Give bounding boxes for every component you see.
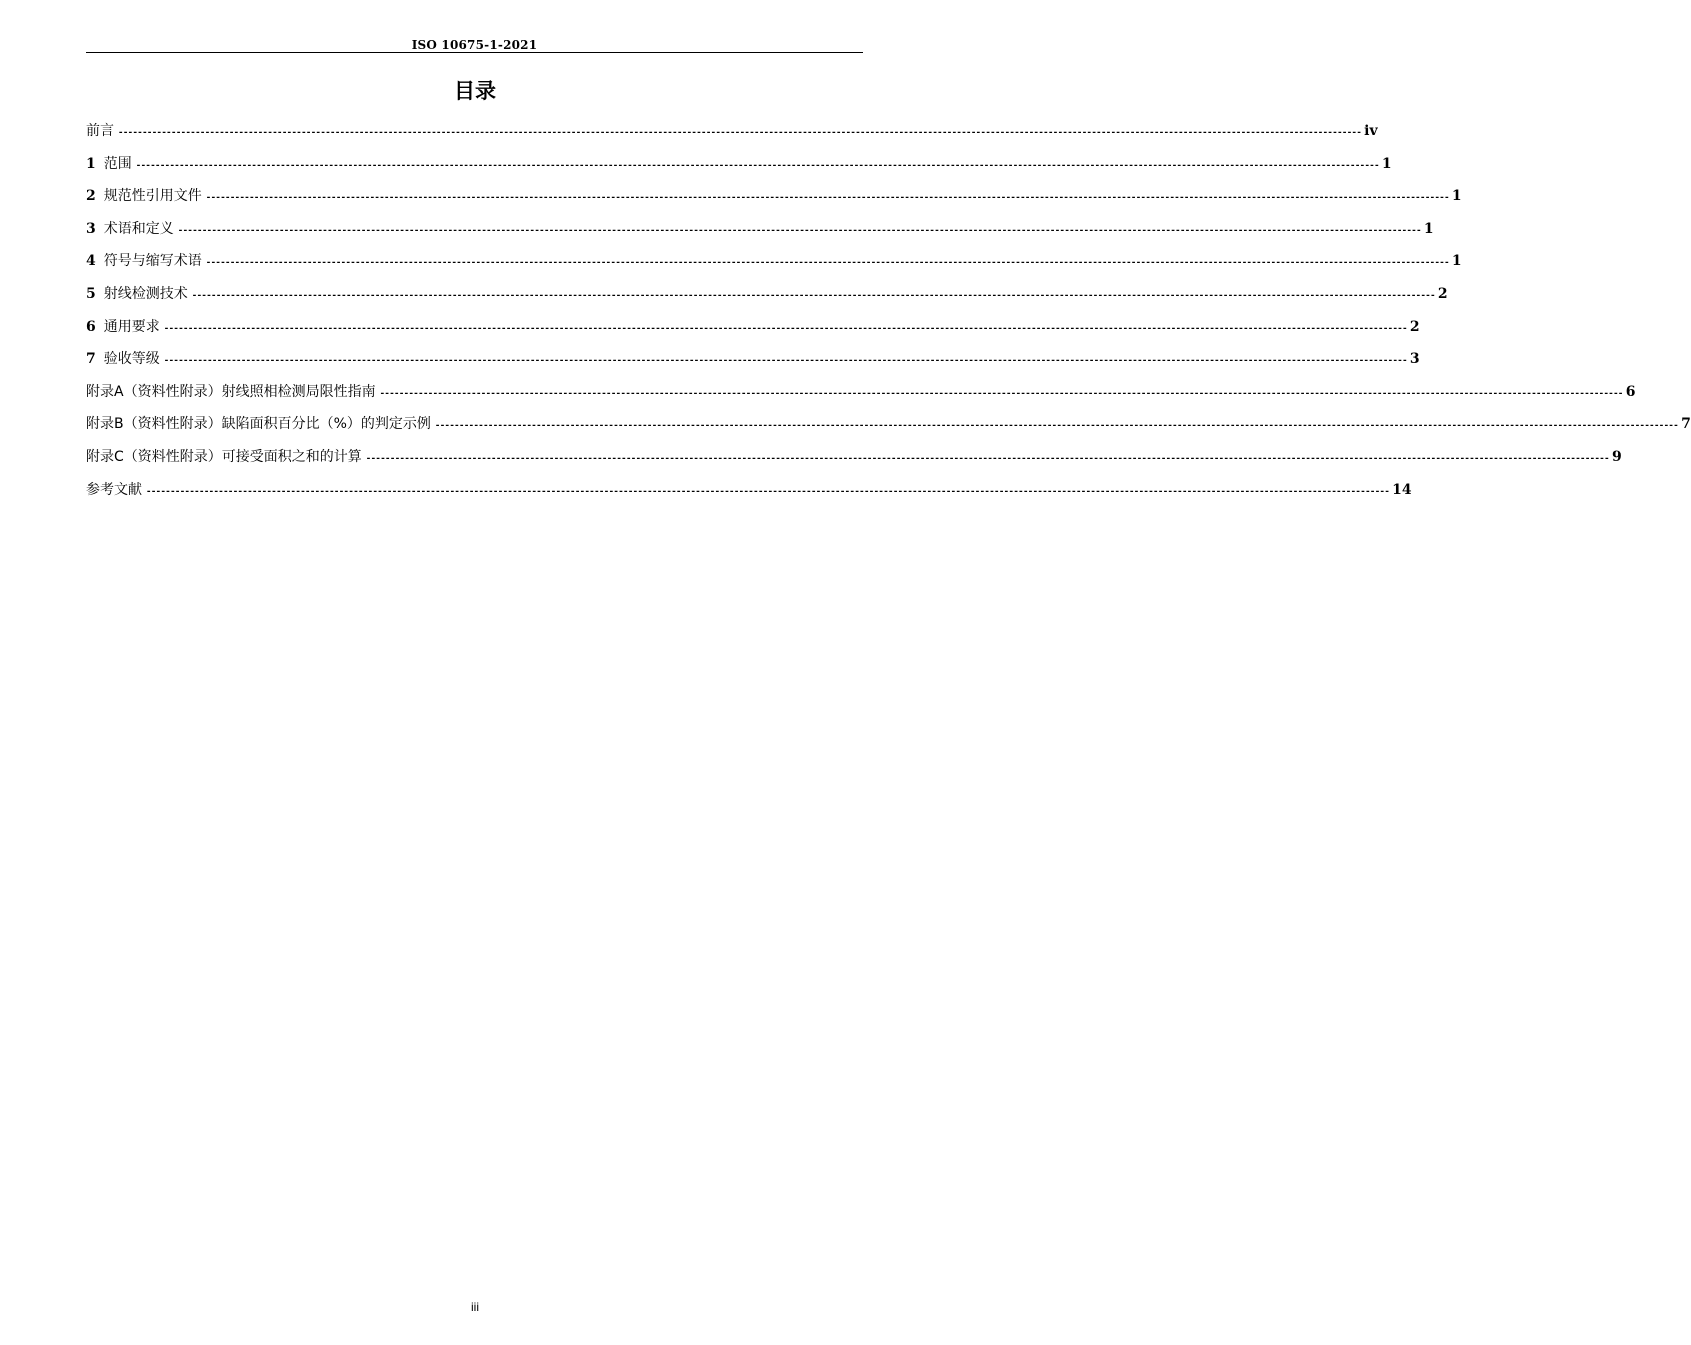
- page-header: [86, 34, 863, 53]
- toc-entry-title: 通用要求: [103, 318, 160, 335]
- toc-entry-title: 附录A（资料性附录）射线照相检测局限性指南: [86, 383, 376, 400]
- toc-title: 目录: [454, 79, 496, 103]
- toc-entry-number: 1: [86, 155, 96, 172]
- toc-entry-acceptance-levels[interactable]: [86, 343, 1420, 376]
- toc-dot-leader: ------------------------------------------------------------------------------------------------------------------------------------------------------------------------------------------------------------------------------------------------------------------: [163, 356, 1407, 367]
- toc-dot-leader: ------------------------------------------------------------------------------------------------------------------------------------------------------------------------------------------------------------------------------------------------------------------: [135, 160, 1379, 171]
- toc-dot-leader: ------------------------------------------------------------------------------------------------------------------------------------------------------------------------------------------------------------------------------------------------------------------: [191, 290, 1435, 301]
- toc-entry-title: 参考文献: [86, 481, 142, 498]
- toc-entry-title: 附录B（资料性附录）缺陷面积百分比（%）的判定示例: [86, 416, 431, 433]
- toc-dot-leader: ------------------------------------------------------------------------------------------------------------------------------------------------------------------------------------------------------------------------------------------------------------------: [177, 225, 1421, 236]
- toc-entry-title: 范围: [103, 155, 132, 172]
- toc-entry-scope[interactable]: [86, 148, 1392, 181]
- toc-entry-page: 9: [1611, 448, 1622, 465]
- toc-entry-title: 规范性引用文件: [103, 188, 202, 205]
- toc-entry-page: 2: [1409, 318, 1420, 335]
- toc-entry-page: 7: [1681, 416, 1691, 433]
- toc-entry-page: 2: [1437, 285, 1448, 302]
- toc-dot-leader: ------------------------------------------------------------------------------------------------------------------------------------------------------------------------------------------------------------------------------------------------------------------: [205, 193, 1449, 204]
- toc-entry-annex-b[interactable]: [86, 408, 1691, 441]
- toc-entry-number: 3: [86, 220, 96, 237]
- toc-dot-leader: ------------------------------------------------------------------------------------------------------------------------------------------------------------------------------------------------------------------------------------------------------------------: [379, 388, 1623, 399]
- page-number: iii: [471, 1300, 479, 1314]
- toc-entry-title: 射线检测技术: [103, 285, 188, 302]
- toc-entry-number: 5: [86, 285, 96, 302]
- toc-entry-title: 验收等级: [103, 351, 160, 368]
- toc-entry-symbols-abbreviations[interactable]: [86, 245, 1462, 278]
- toc-entry-terms-definitions[interactable]: [86, 213, 1434, 246]
- toc-entry-title: 术语和定义: [103, 220, 174, 237]
- toc-entry-page: 1: [1451, 253, 1462, 270]
- toc-entry-number: 2: [86, 188, 96, 205]
- toc-dot-leader: ------------------------------------------------------------------------------------------------------------------------------------------------------------------------------------------------------------------------------------------------------------------: [205, 258, 1449, 269]
- toc-entry-number: 4: [86, 253, 96, 270]
- toc-dot-leader: ------------------------------------------------------------------------------------------------------------------------------------------------------------------------------------------------------------------------------------------------------------------: [118, 128, 1362, 138]
- toc-entry-bibliography[interactable]: [86, 474, 1412, 507]
- toc-entry-page: 3: [1409, 351, 1420, 368]
- toc-entry-number: 6: [86, 318, 96, 335]
- toc-entry-page: 1: [1381, 155, 1392, 172]
- toc-dot-leader: ------------------------------------------------------------------------------------------------------------------------------------------------------------------------------------------------------------------------------------------------------------------: [146, 486, 1390, 497]
- toc-entry-normative-references[interactable]: [86, 180, 1462, 213]
- toc-dot-leader: ------------------------------------------------------------------------------------------------------------------------------------------------------------------------------------------------------------------------------------------------------------------: [365, 453, 1609, 464]
- toc-entry-radiographic-technique[interactable]: [86, 278, 1448, 311]
- toc-entry-foreword[interactable]: [86, 115, 1378, 148]
- toc-entry-page: 14: [1392, 481, 1412, 498]
- toc-entry-page: 1: [1451, 188, 1462, 205]
- table-of-contents: [86, 115, 1691, 506]
- toc-entry-annex-c[interactable]: [86, 441, 1622, 474]
- toc-dot-leader: ------------------------------------------------------------------------------------------------------------------------------------------------------------------------------------------------------------------------------------------------------------------: [434, 421, 1679, 432]
- toc-entry-general-requirements[interactable]: [86, 311, 1420, 344]
- standard-id: ISO 10675-1-2021: [411, 38, 538, 52]
- toc-entry-annex-a[interactable]: [86, 376, 1636, 409]
- toc-entry-number: 7: [86, 351, 96, 368]
- toc-dot-leader: ------------------------------------------------------------------------------------------------------------------------------------------------------------------------------------------------------------------------------------------------------------------: [163, 323, 1407, 334]
- toc-entry-title: 附录C（资料性附录）可接受面积之和的计算: [86, 448, 362, 465]
- toc-entry-page: iv: [1364, 123, 1378, 139]
- toc-entry-page: 1: [1423, 220, 1434, 237]
- toc-entry-title: 前言: [86, 123, 114, 139]
- toc-entry-page: 6: [1625, 383, 1636, 400]
- toc-entry-title: 符号与缩写术语: [103, 253, 202, 270]
